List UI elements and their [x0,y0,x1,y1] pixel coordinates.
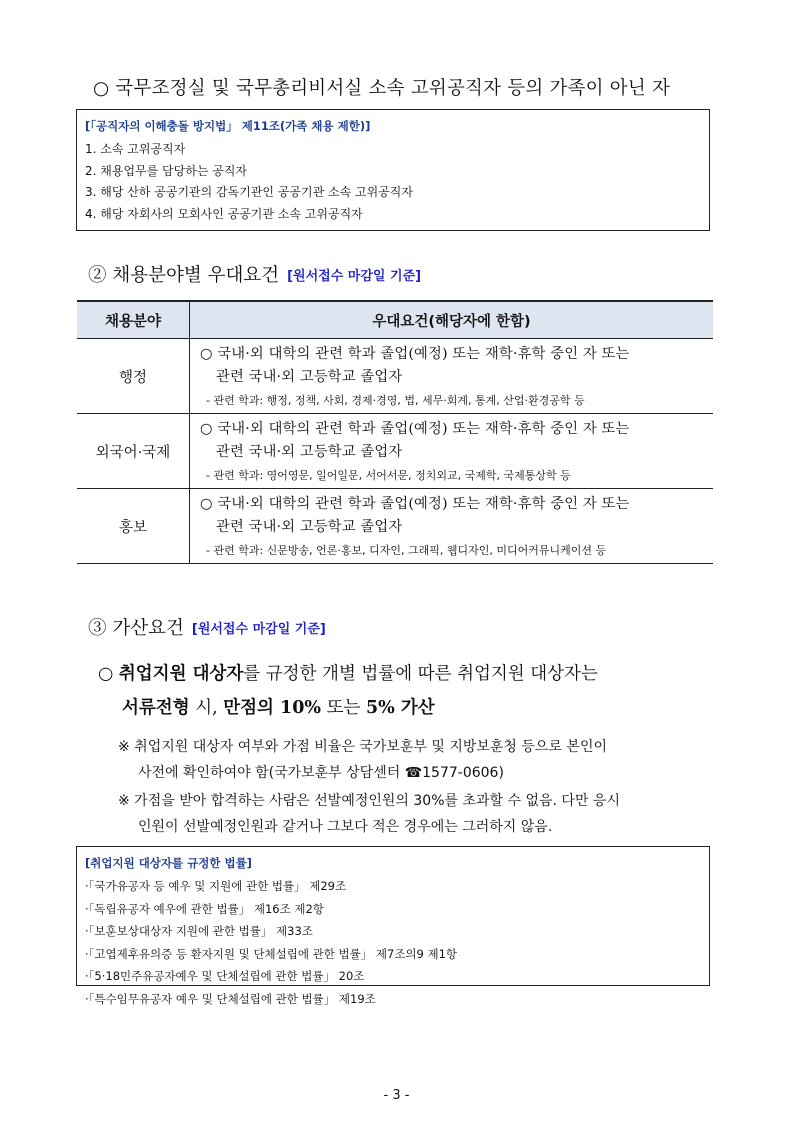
list-item: ·「5·18민주유공자예우 및 단체설립에 관한 법률」 20조 [85,969,365,983]
emphasis-text: 5% 가산 [365,698,435,718]
note-text: 인원이 선발예정인원과 같거나 그보다 적은 경우에는 그러하지 않음. [138,819,553,835]
condition-text: ○ 국내·외 대학의 관련 학과 졸업(예정) 또는 재학·휴학 중인 자 또는 [200,346,630,362]
table-row [77,414,713,489]
condition-cell [190,414,714,489]
section-title: ③ 가산요건 [88,618,184,639]
conflict-of-interest-box [76,109,710,231]
field-cell: 행정 [77,339,190,414]
note [118,788,620,840]
section-heading [88,614,326,640]
emphasis-text: 만점의 10% [223,698,322,718]
condition-cell [190,489,714,564]
condition-cell [190,339,714,414]
emphasis-text: 취업지원 대상자 [118,664,244,684]
bullet: ○ [98,664,114,684]
list-item: 2. 채용업무를 담당하는 공직자 [85,163,247,178]
condition-text: 관련 국내·외 고등학교 졸업자 [216,369,403,385]
table-header-row [77,301,713,339]
condition-text: 관련 국내·외 고등학교 졸업자 [216,519,403,535]
list-item: 3. 해당 산하 공공기관의 감독기관인 공공기관 소속 고위공직자 [85,185,413,199]
emphasis-text: 서류전형 [122,698,190,718]
related-majors: - 관련 학과: 영어영문, 일어일문, 서어서문, 정치외교, 국제학, 국제통상학 등 [206,469,571,482]
condition-text: ○ 국내·외 대학의 관련 학과 졸업(예정) 또는 재학·휴학 중인 자 또는 [200,496,630,512]
list-item: 1. 소속 고위공직자 [85,142,186,156]
eligibility-line: ○ 국무조정실 및 국무총리비서실 소속 고위공직자 등의 가족이 아닌 자 [93,78,671,99]
section-heading [88,261,421,287]
box-title: [취업지원 대상자를 규정한 법률] [85,856,252,870]
list-item: ·「국가유공자 등 예우 및 지원에 관한 법률」 제29조 [85,879,347,893]
bonus-paragraph [98,657,598,725]
list-item: ·「특수임무유공자 예우 및 단체설립에 관한 법률」 제19조 [85,991,376,1006]
condition-text: 관련 국내·외 고등학교 졸업자 [216,444,403,460]
column-header: 채용분야 [77,301,190,339]
table-row [77,339,713,414]
section-tag: [원서접수 마감일 기준] [191,622,326,637]
page-number: - 3 - [383,1088,410,1103]
related-majors: - 관련 학과: 신문방송, 언론·홍보, 디자인, 그래픽, 웹디자인, 미디어커뮤니케이션 등 [206,544,607,557]
list-item: ·「보훈보상대상자 지원에 관한 법률」 제33조 [85,924,313,938]
note-text: 사전에 확인하여야 함(국가보훈부 상담센터 ☎1577-0606) [138,765,504,781]
column-header: 우대요건(해당자에 한함) [190,301,714,339]
box-title: [「공직자의 이해충돌 방지법」 제11조(가족 채용 제한)] [85,119,371,133]
section-tag: [원서접수 마감일 기준] [287,269,422,284]
paragraph-text: 를 규정한 개별 법률에 따른 취업지원 대상자는 [243,664,598,684]
field-cell: 홍보 [77,489,190,564]
paragraph-text: 시, [189,698,224,718]
note-text: ※ 취업지원 대상자 여부와 가점 비율은 국가보훈부 및 지방보훈청 등으로 본인이 [118,739,607,755]
condition-text: ○ 국내·외 대학의 관련 학과 졸업(예정) 또는 재학·휴학 중인 자 또는 [200,421,630,437]
note-text: ※ 가점을 받아 합격하는 사람은 선발예정인원의 30%를 초과할 수 없음. 다만 응시 [118,793,620,809]
section-title: ② 채용분야별 우대요건 [88,265,280,286]
list-item: ·「고엽제후유의증 등 환자지원 및 단체설립에 관한 법률」 제7조의9 제1항 [85,946,458,961]
laws-box [76,846,710,1006]
related-majors: - 관련 학과: 행정, 정책, 사회, 경제·경영, 법, 세무·회계, 통계, 산업·환경공학 등 [206,394,585,407]
paragraph-text: 또는 [321,698,366,718]
note [118,734,607,786]
table-row [77,489,713,564]
field-cell: 외국어·국제 [77,414,190,489]
preference-table [77,300,713,564]
list-item: ·「독립유공자 예우에 관한 법률」 제16조 제2항 [85,901,324,916]
list-item: 4. 해당 자회사의 모회사인 공공기관 소속 고위공직자 [85,206,363,221]
